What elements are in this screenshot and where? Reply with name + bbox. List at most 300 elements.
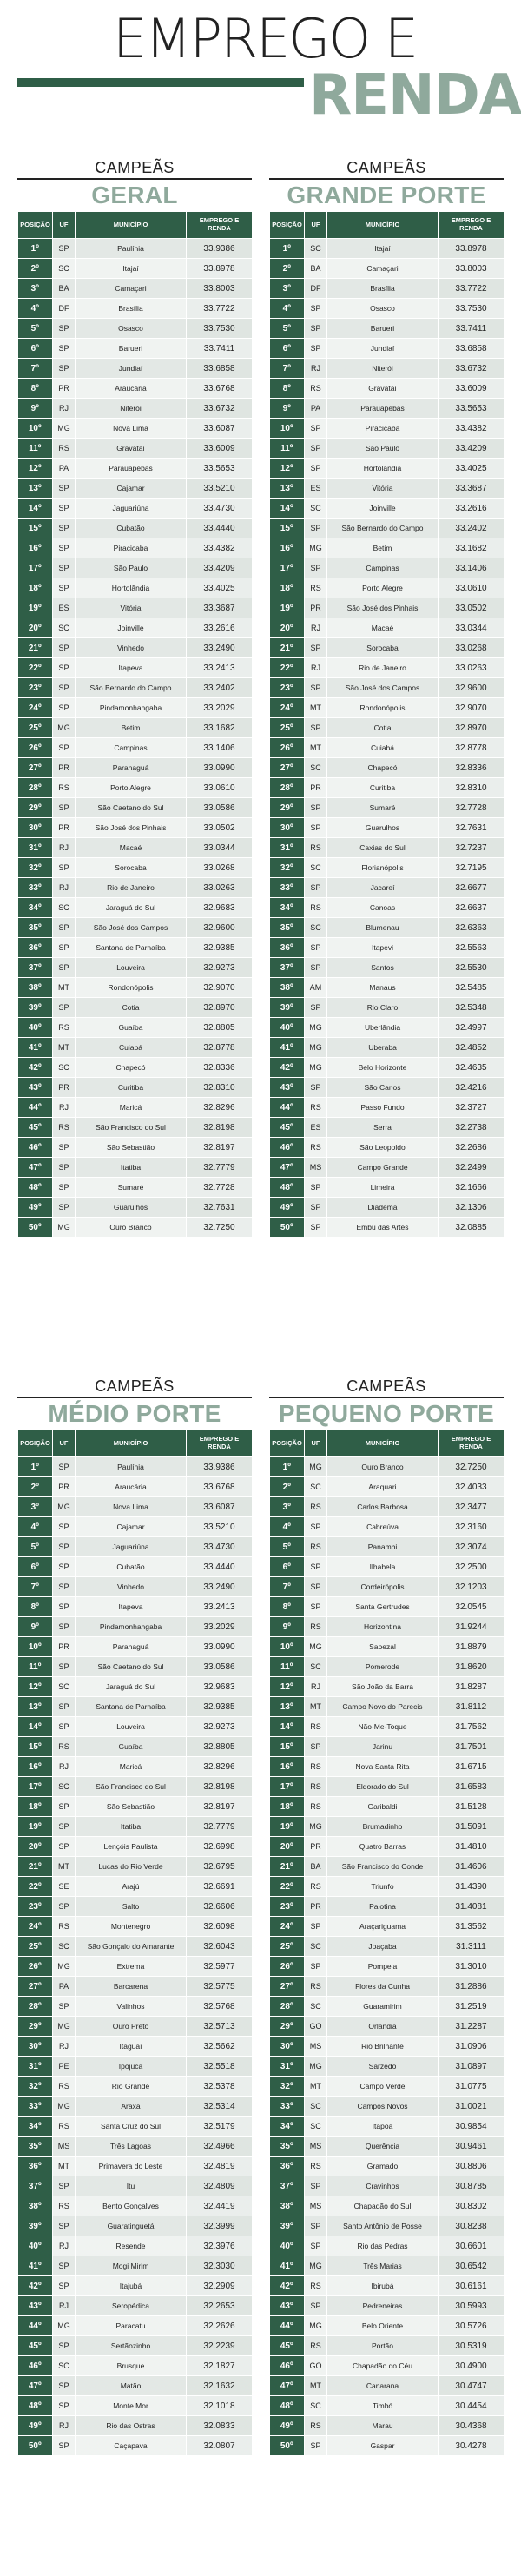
rank-cell: 38º [18,978,53,998]
score-cell: 32.5179 [187,2117,253,2137]
uf-cell: SP [53,2396,76,2416]
score-cell: 32.5713 [187,2017,253,2037]
table-header-row [270,212,505,239]
municipality-cell: Chapadão do Sul [327,2196,439,2216]
municipality-cell: Rio Brilhante [327,2037,439,2057]
table-row [270,1158,505,1178]
page-title-line2: RENDA [309,63,521,128]
uf-cell: ES [305,1118,327,1138]
municipality-cell: Paracatu [76,2316,187,2336]
table-row [18,1537,253,1557]
table-row [270,998,505,1018]
uf-cell: SP [53,499,76,519]
rank-cell: 10º [18,1637,53,1657]
municipality-cell: Rio Grande [76,2077,187,2097]
rank-cell: 50º [270,2436,305,2456]
rank-cell: 33º [18,2097,53,2117]
rank-cell: 6º [270,1557,305,1577]
uf-cell: SP [305,818,327,838]
rank-cell: 16º [18,538,53,558]
score-cell: 33.0263 [439,658,505,678]
uf-cell: SP [305,1178,327,1198]
score-cell: 32.7631 [187,1198,253,1218]
table-row [18,1038,253,1058]
rank-cell: 23º [18,1897,53,1917]
uf-cell: SP [53,958,76,978]
score-cell: 32.5662 [187,2037,253,2057]
municipality-cell: Itapevi [327,938,439,958]
municipality-cell: Joinville [76,618,187,638]
rank-cell: 13º [18,479,53,499]
table-row [18,399,253,419]
rank-cell: 2º [270,259,305,279]
uf-cell: SP [53,2256,76,2276]
rank-cell: 4º [18,1517,53,1537]
table-row [18,1098,253,1118]
score-cell: 32.9600 [439,678,505,698]
rank-cell: 34º [270,898,305,918]
table-row [270,2436,505,2456]
panel-title: GRANDE PORTE [287,182,486,208]
table-row [18,339,253,359]
uf-cell: RS [53,2117,76,2137]
score-cell: 33.3687 [187,598,253,618]
rank-cell: 10º [270,419,305,439]
uf-cell: SC [305,2097,327,2117]
score-cell: 32.5518 [187,2057,253,2077]
municipality-cell: Cravinhos [327,2176,439,2196]
municipality-cell: Jaraguá do Sul [76,1677,187,1697]
municipality-cell: Campinas [327,558,439,578]
score-cell: 32.2499 [439,1158,505,1178]
score-cell: 33.6009 [439,379,505,399]
rank-cell: 40º [18,2236,53,2256]
municipality-cell: Horizontina [327,1617,439,1637]
uf-cell: PR [305,778,327,798]
rank-cell: 49º [18,1198,53,1218]
table-row [270,339,505,359]
table-row [18,658,253,678]
uf-cell: MS [53,2137,76,2157]
score-cell: 32.5348 [439,998,505,1018]
rank-cell: 5º [18,319,53,339]
table-row [270,1477,505,1497]
uf-cell: SP [305,718,327,738]
rank-cell: 37º [270,958,305,978]
panel-title: PEQUENO PORTE [278,1400,495,1427]
table-row [270,1537,505,1557]
rank-cell: 14º [270,1717,305,1737]
municipality-cell: Jacareí [327,878,439,898]
table-row [18,519,253,538]
table-row [270,1617,505,1637]
rank-cell: 27º [270,758,305,778]
table-row [270,1897,505,1917]
municipality-cell: Florianópolis [327,858,439,878]
uf-cell: SP [53,1997,76,2017]
score-cell: 33.1682 [187,718,253,738]
score-cell: 32.2239 [187,2336,253,2356]
score-cell: 33.0268 [187,858,253,878]
score-cell: 32.8296 [187,1098,253,1118]
table-row [270,1198,505,1218]
rank-cell: 25º [18,718,53,738]
table-row [270,379,505,399]
rank-cell: 46º [270,2356,305,2376]
uf-cell: SP [53,1537,76,1557]
rank-cell: 11º [270,439,305,459]
table-row [18,2077,253,2097]
score-cell: 32.5314 [187,2097,253,2117]
municipality-cell: Serra [327,1118,439,1138]
municipality-cell: Curitiba [327,778,439,798]
table-row [270,319,505,339]
score-cell: 32.4852 [439,1038,505,1058]
uf-cell: SP [53,938,76,958]
uf-cell: PR [53,1477,76,1497]
table-row [18,2157,253,2176]
municipality-cell: Ilhabela [327,1557,439,1577]
panel-geral [17,158,252,1238]
municipality-cell: Jaguariúna [76,499,187,519]
score-cell: 33.0990 [187,1637,253,1657]
rank-cell: 18º [270,1797,305,1817]
score-cell: 31.0906 [439,2037,505,2057]
col-header-municipality: MUNICÍPIO [327,1430,439,1457]
score-cell: 31.3562 [439,1917,505,1937]
table-row [18,319,253,339]
uf-cell: PR [53,1078,76,1098]
municipality-cell: Santo Antônio de Posse [327,2216,439,2236]
table-row [270,479,505,499]
municipality-cell: Itatiba [76,1158,187,1178]
score-cell: 32.8805 [187,1737,253,1757]
score-cell: 33.4025 [187,578,253,598]
rank-cell: 12º [18,459,53,479]
rank-cell: 25º [270,1937,305,1957]
municipality-cell: Rondonópolis [76,978,187,998]
municipality-cell: Araquari [327,1477,439,1497]
score-cell: 33.6732 [439,359,505,379]
rank-cell: 43º [18,1078,53,1098]
municipality-cell: Arajú [76,1877,187,1897]
municipality-cell: Araucária [76,379,187,399]
municipality-cell: São Francisco do Conde [327,1857,439,1877]
rank-cell: 23º [270,678,305,698]
uf-cell: RJ [53,2236,76,2256]
score-cell: 32.7195 [439,858,505,878]
uf-cell: SP [53,1557,76,1577]
rank-cell: 7º [18,359,53,379]
score-cell: 32.3074 [439,1537,505,1557]
score-cell: 33.9386 [187,1457,253,1477]
table-row [18,1557,253,1577]
municipality-cell: Extrema [76,1957,187,1977]
rank-cell: 21º [270,638,305,658]
score-cell: 33.1682 [439,538,505,558]
uf-cell: SP [53,339,76,359]
uf-cell: SP [305,1557,327,1577]
table-row [270,1817,505,1837]
uf-cell: PA [53,459,76,479]
score-cell: 32.8197 [187,1138,253,1158]
uf-cell: RJ [305,658,327,678]
uf-cell: SP [305,439,327,459]
municipality-cell: Garibaldi [327,1797,439,1817]
table-row [18,778,253,798]
uf-cell: MG [53,1957,76,1977]
uf-cell: PR [53,818,76,838]
municipality-cell: Palotina [327,1897,439,1917]
table-row [18,1178,253,1198]
rank-cell: 22º [270,1877,305,1897]
municipality-cell: Itapeva [76,658,187,678]
uf-cell: PR [305,598,327,618]
table-row [18,419,253,439]
table-row [18,1138,253,1158]
table-row [18,2336,253,2356]
table-row [270,1497,505,1517]
col-header-uf: UF [305,212,327,239]
rank-cell: 14º [18,499,53,519]
uf-cell: SP [305,1218,327,1238]
rank-cell: 44º [18,2316,53,2336]
uf-cell: RS [53,1917,76,1937]
municipality-cell: Resende [76,2236,187,2256]
score-cell: 32.6606 [187,1897,253,1917]
table-row [18,1198,253,1218]
municipality-cell: Jundiaí [327,339,439,359]
table-row [270,1917,505,1937]
score-cell: 31.6715 [439,1757,505,1777]
score-cell: 32.9683 [187,1677,253,1697]
rank-cell: 28º [18,1997,53,2017]
uf-cell: SP [53,2276,76,2296]
rank-cell: 24º [18,698,53,718]
uf-cell: SP [53,1897,76,1917]
table-row [18,798,253,818]
score-cell: 30.5993 [439,2296,505,2316]
rank-cell: 45º [270,2336,305,2356]
municipality-cell: Sapezal [327,1637,439,1657]
score-cell: 32.4819 [187,2157,253,2176]
score-cell: 32.5378 [187,2077,253,2097]
uf-cell: MG [53,718,76,738]
municipality-cell: Ouro Branco [76,1218,187,1238]
municipality-cell: Sarzedo [327,2057,439,2077]
uf-cell: RS [305,2416,327,2436]
uf-cell: RS [305,1757,327,1777]
municipality-cell: São José dos Pinhais [327,598,439,618]
table-header-row [270,1430,505,1457]
score-cell: 33.0610 [187,778,253,798]
rank-cell: 44º [270,2316,305,2336]
rank-cell: 41º [270,2256,305,2276]
municipality-cell: Matão [76,2376,187,2396]
table-row [270,738,505,758]
table-row [270,399,505,419]
municipality-cell: Vinhedo [76,638,187,658]
score-cell: 32.1666 [439,1178,505,1198]
score-cell: 30.8806 [439,2157,505,2176]
rank-cell: 2º [270,1477,305,1497]
rank-cell: 4º [18,299,53,319]
ranking-table [269,211,505,1238]
uf-cell: MG [305,1018,327,1038]
municipality-cell: Quatro Barras [327,1837,439,1857]
uf-cell: SP [53,2216,76,2236]
uf-cell: MG [53,419,76,439]
table-row [270,578,505,598]
uf-cell: SP [53,2436,76,2456]
municipality-cell: Barueri [327,319,439,339]
rank-cell: 45º [18,2336,53,2356]
score-cell: 32.7779 [187,1158,253,1178]
uf-cell: MG [305,538,327,558]
uf-cell: SP [305,1917,327,1937]
municipality-cell: Bento Gonçalves [76,2196,187,2216]
uf-cell: SP [53,798,76,818]
uf-cell: SP [305,2236,327,2256]
uf-cell: SP [305,419,327,439]
score-cell: 32.6998 [187,1837,253,1857]
rank-cell: 44º [18,1098,53,1118]
score-cell: 33.4440 [187,1557,253,1577]
rank-cell: 3º [18,1497,53,1517]
municipality-cell: Jarinu [327,1737,439,1757]
uf-cell: SP [53,918,76,938]
score-cell: 33.4730 [187,499,253,519]
uf-cell: SP [305,638,327,658]
table-row [270,2097,505,2117]
rank-cell: 43º [270,1078,305,1098]
score-cell: 32.8778 [187,1038,253,1058]
uf-cell: SP [305,519,327,538]
score-cell: 33.5210 [187,479,253,499]
rank-cell: 30º [18,2037,53,2057]
rank-cell: 43º [18,2296,53,2316]
col-header-score: EMPREGO E RENDA [439,212,505,239]
rank-cell: 37º [270,2176,305,2196]
score-cell: 31.3010 [439,1957,505,1977]
municipality-cell: Canoas [327,898,439,918]
score-cell: 33.0586 [187,798,253,818]
rank-cell: 39º [18,998,53,1018]
municipality-cell: Cubatão [76,519,187,538]
municipality-cell: Brasília [327,279,439,299]
table-row [18,279,253,299]
score-cell: 33.0344 [187,838,253,858]
table-header-row [18,212,253,239]
municipality-cell: Ouro Branco [327,1457,439,1477]
rank-cell: 27º [270,1977,305,1997]
rank-cell: 13º [18,1697,53,1717]
rank-cell: 34º [270,2117,305,2137]
rank-cell: 41º [18,2256,53,2276]
uf-cell: PE [53,2057,76,2077]
municipality-cell: Porto Alegre [76,778,187,798]
uf-cell: RS [305,898,327,918]
col-header-municipality: MUNICÍPIO [327,212,439,239]
score-cell: 32.0833 [187,2416,253,2436]
table-row [270,2176,505,2196]
rank-cell: 13º [270,479,305,499]
rank-cell: 49º [270,1198,305,1218]
municipality-cell: Vitória [327,479,439,499]
uf-cell: RS [305,1138,327,1158]
table-row [270,1577,505,1597]
score-cell: 32.2500 [439,1557,505,1577]
rank-cell: 42º [270,1058,305,1078]
score-cell: 31.7501 [439,1737,505,1757]
rank-cell: 19º [270,1817,305,1837]
page-title-line1: EMPREGO E [113,7,418,70]
table-row [18,818,253,838]
municipality-cell: São Caetano do Sul [76,798,187,818]
uf-cell: MG [305,1637,327,1657]
uf-cell: RS [305,838,327,858]
rank-cell: 20º [18,618,53,638]
table-row [270,2077,505,2097]
score-cell: 32.9070 [187,978,253,998]
score-cell: 32.8296 [187,1757,253,1777]
table-row [270,1757,505,1777]
rank-cell: 39º [270,998,305,1018]
score-cell: 32.7728 [187,1178,253,1198]
municipality-cell: São José dos Campos [327,678,439,698]
rank-cell: 15º [18,1737,53,1757]
col-header-score: EMPREGO E RENDA [439,1430,505,1457]
uf-cell: DF [305,279,327,299]
uf-cell: SP [305,339,327,359]
rank-cell: 32º [270,2077,305,2097]
uf-cell: SP [53,1817,76,1837]
table-row [270,918,505,938]
rank-cell: 19º [18,1817,53,1837]
rank-cell: 49º [18,2416,53,2436]
rank-cell: 31º [270,2057,305,2077]
score-cell: 32.8778 [439,738,505,758]
score-cell: 32.9070 [439,698,505,718]
score-cell: 33.7722 [439,279,505,299]
score-cell: 31.6583 [439,1777,505,1797]
rank-cell: 28º [18,778,53,798]
table-row [18,578,253,598]
municipality-cell: Portão [327,2336,439,2356]
table-row [270,1178,505,1198]
rank-cell: 6º [270,339,305,359]
table-row [18,1497,253,1517]
uf-cell: SP [53,1517,76,1537]
uf-cell: RJ [53,2296,76,2316]
rank-cell: 2º [18,1477,53,1497]
rank-cell: 46º [18,1138,53,1158]
uf-cell: MG [53,2316,76,2336]
municipality-cell: Valinhos [76,1997,187,2017]
municipality-cell: Araxá [76,2097,187,2117]
rank-cell: 20º [270,1837,305,1857]
rank-cell: 34º [18,2117,53,2137]
score-cell: 33.1406 [187,738,253,758]
uf-cell: PR [53,1637,76,1657]
municipality-cell: Lençóis Paulista [76,1837,187,1857]
table-row [18,1477,253,1497]
table-row [270,1078,505,1098]
rank-cell: 6º [18,339,53,359]
score-cell: 33.2616 [439,499,505,519]
municipality-cell: Parauapebas [76,459,187,479]
municipality-cell: Brasília [76,299,187,319]
